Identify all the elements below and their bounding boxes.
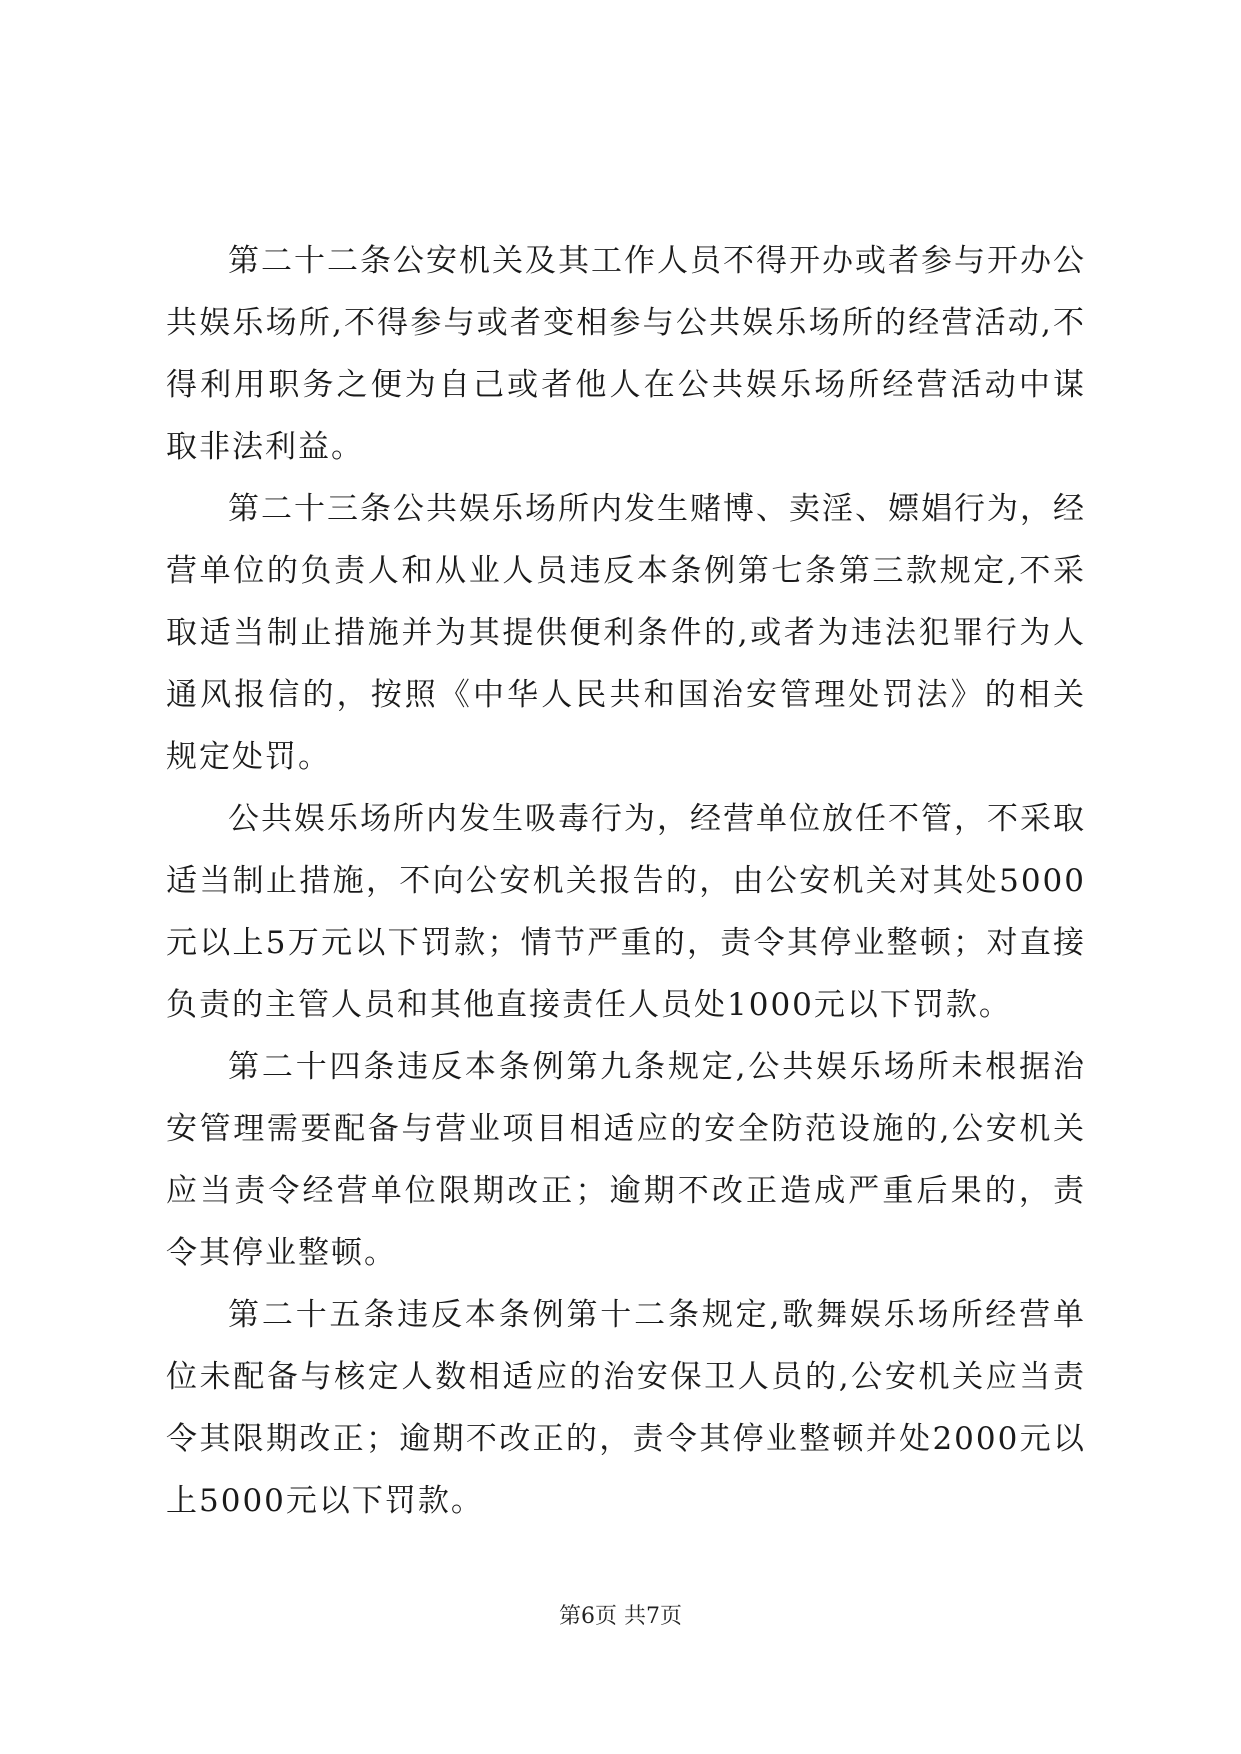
document-body	[166, 230, 1086, 1532]
paragraph-article-22: 第二十二条公安机关及其工作人员不得开办或者参与开办公共娱乐场所,不得参与或者变相参与公共娱乐场所的经营活动,不得利用职务之便为自己或者他人在公共娱乐场所经营活动中谋取非法利益。	[166, 243, 1086, 465]
page-number-footer: 第6页 共7页	[559, 1604, 682, 1629]
paragraph-article-24: 第二十四条违反本条例第九条规定,公共娱乐场所未根据治安管理需要配备与营业项目相适应的安全防范设施的,公安机关应当责令经营单位限期改正；逾期不改正造成严重后果的，责令其停业整顿。	[166, 1049, 1086, 1271]
paragraph-article-23: 第二十三条公共娱乐场所内发生赌博、卖淫、嫖娼行为，经营单位的负责人和从业人员违反本条例第七条第三款规定,不采取适当制止措施并为其提供便利条件的,或者为违法犯罪行为人通风报信的，按照《中华人民共和国治安管理处罚法》的相关规定处罚。	[166, 491, 1086, 775]
paragraph-article-25: 第二十五条违反本条例第十二条规定,歌舞娱乐场所经营单位未配备与核定人数相适应的治安保卫人员的,公安机关应当责令其限期改正；逾期不改正的，责令其停业整顿并处2000元以上5000元以下罚款。	[166, 1297, 1086, 1519]
paragraph-drug-clause: 公共娱乐场所内发生吸毒行为，经营单位放任不管，不采取适当制止措施，不向公安机关报告的，由公安机关对其处5000元以上5万元以下罚款；情节严重的，责令其停业整顿；对直接负责的主管人员和其他直接责任人员处1000元以下罚款。	[166, 801, 1086, 1023]
